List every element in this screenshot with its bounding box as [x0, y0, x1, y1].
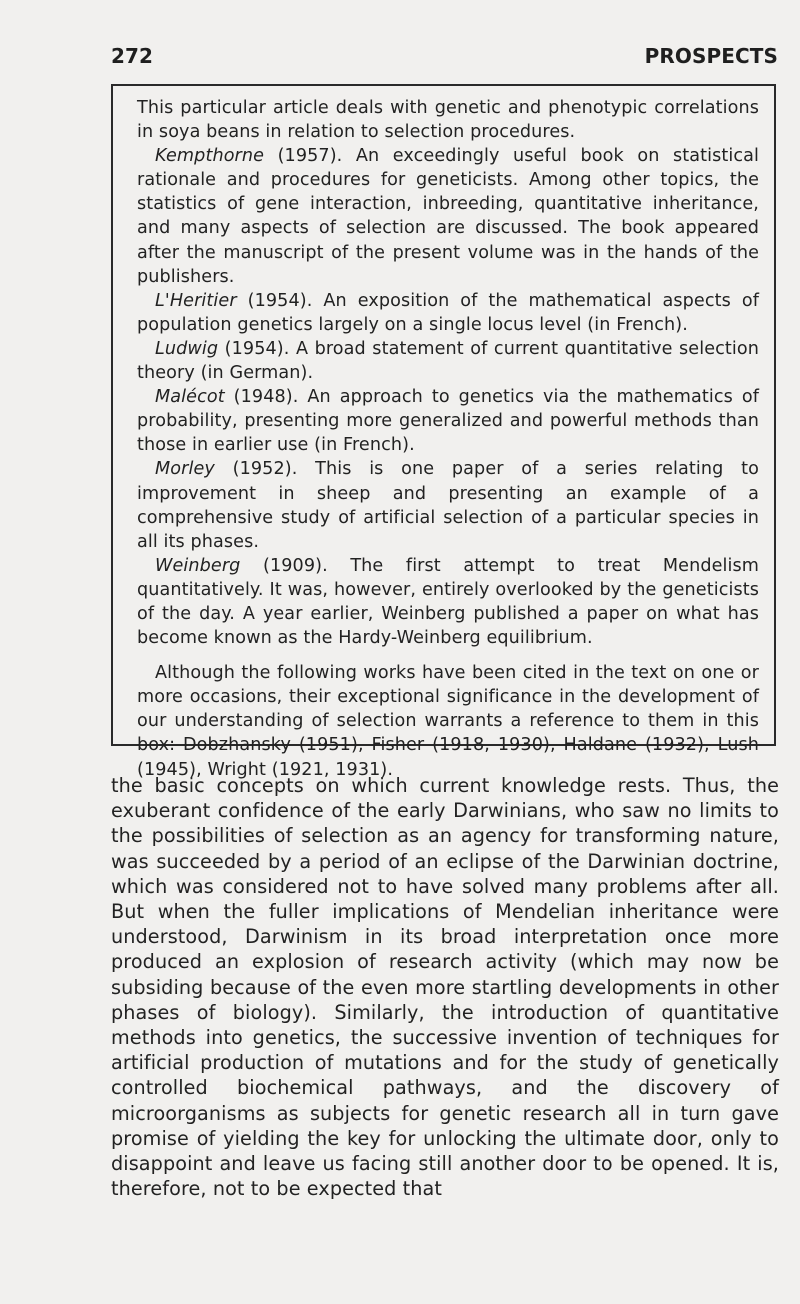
reference-box — [111, 84, 776, 780]
reference-entry-weinberg — [137, 554, 759, 650]
entry-text: (1954). An exposition of the mathematical aspects of population genetics largely on a single locus level (in French). — [137, 290, 759, 335]
entry-text: (1909). The first attempt to treat Mendelism quantitatively. It was, however, entirely overlooked by the geneticists of the day. A year earlier, Weinberg published a paper on what has become known as the Hardy-Weinberg equilibrium. — [137, 555, 759, 649]
reference-entry-lheritier — [137, 289, 759, 337]
reference-entry-kempthorne — [137, 144, 759, 289]
entry-text: (1952). This is one paper of a series relating to improvement in sheep and presenting an example of a comprehensive study of artificial selection of a particular species in all its phases. — [137, 459, 759, 552]
main-paragraph: the basic concepts on which current knowledge rests. Thus, the exuberant confidence of the early Darwinians, who saw no limits to the possibilities of selection as an agency for transforming nature, was succeeded by a period of an eclipse of the Darwinian doctrine, which was considered not to have solved many problems after all. But when the fuller implications of Mendelian inheritance were understood, Darwinism in its broad interpretation once more produced an explosion of research activity (which may now be subsiding because of the even more startling developments in other phases of biology). Similarly, the introduction of quantitative methods into genetics, the successive invention of techniques for artificial production of mutations and for the study of genetically controlled biochemical pathways, and the discovery of microorganisms as subjects for genetic research all in turn gave promise of yielding the key for unlocking the ultimate door, only to disappoint and leave us facing still another door to be opened. It is, therefore, not to be expected that — [111, 774, 779, 1201]
entry-author: L'Heritier — [155, 290, 237, 311]
reference-entry-malecot — [137, 385, 759, 457]
entry-author: Weinberg — [155, 555, 241, 576]
box-intro: This particular article deals with genetic and phenotypic correlations in soya beans in relation to selection procedures. — [137, 98, 759, 143]
entry-text: (1957). An exceedingly useful book on statistical rationale and procedures for geneticists. Among other topics, the statistics of gene interaction, inbreeding, quantitative inheritance, and many aspects of selection are discussed. The book appeared after the manuscript of the present volume was in the hands of the publishers. — [137, 146, 759, 287]
entry-author: Malécot — [155, 387, 225, 408]
reference-entry-morley — [137, 457, 759, 553]
entry-author: Ludwig — [155, 338, 219, 359]
running-title: PROSPECTS — [644, 44, 778, 68]
reference-entry-ludwig — [137, 337, 759, 385]
entry-author: Morley — [155, 459, 215, 480]
entry-author: Kempthorne — [155, 146, 265, 167]
box-closing-note: Although the following works have been cited in the text on one or more occasions, their exceptional significance in the development of our understanding of selection warrants a reference to them in this box: Dobzhansky (1951), Fisher (1918, 1930), Haldane (1932), Lush (1945), Wright (1921, 1931). — [137, 663, 759, 780]
page-number: 272 — [111, 44, 154, 68]
entry-text: (1948). An approach to genetics via the mathematics of probability, presenting more generalized and powerful methods than those in earlier use (in French). — [137, 387, 759, 456]
entry-text: (1954). A broad statement of current quantitative selection theory (in German). — [137, 338, 759, 384]
running-header — [111, 44, 778, 68]
